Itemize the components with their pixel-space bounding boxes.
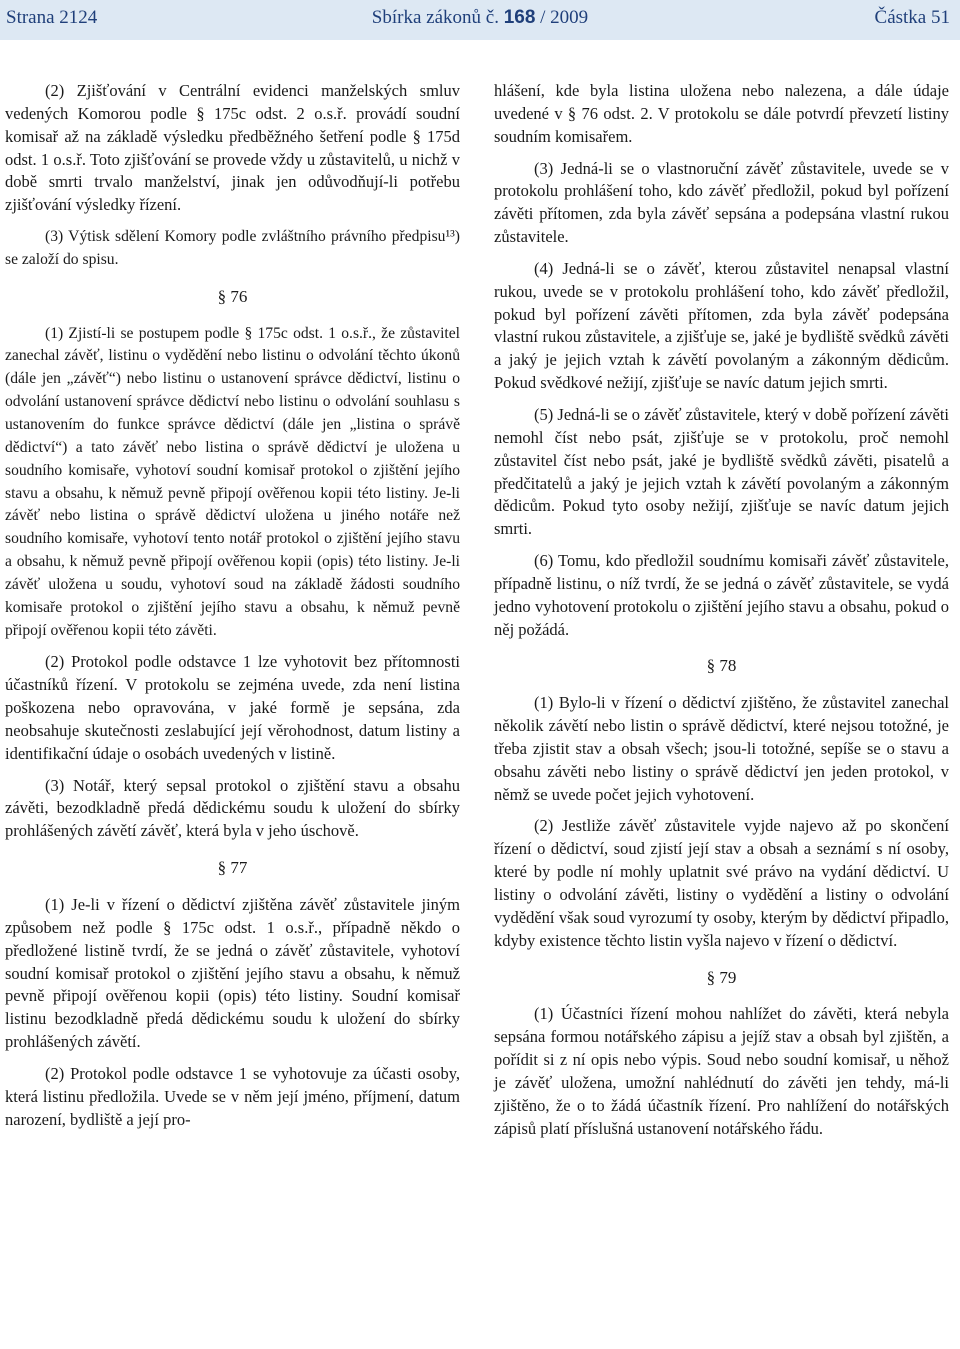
paragraph: (1) Je-li v řízení o dědictví zjištěna závěť zůstavitele jiným způsobem než podle § 175c odst. 1 o.s.ř., případně někdo o předložené listině tvrdí, že se jedná o závěť zůstavitele, vyhotoví soudní komisař protokol o zjištění jejího stavu a obsahu, k němuž pevně připojí ověřenou kopii (opis) této listiny. Soudní komisař listinu bezodkladně předá dědickému soudu k uložení do sbírky prohlášených závětí.	[5, 895, 460, 1052]
paragraph: (1) Zjistí-li se postupem podle § 175c odst. 1 o.s.ř., že zůstavitel zanechal závěť, listinu o vydědění nebo listinu o odvolání těchto úkonů (dále jen „závěť“) nebo listinu o ustanovení správce dědictví, listinu o odvolání ustanovení správce dědictví nebo listinu o odvolání souhlasu s ustanovením do funkce správce dědictví (dále jen „listina o správě dědictví“) a tato závěť nebo listina o správě dědictví je uložena u soudního komisaře, vyhotoví soudní komisař protokol o zjištění jejího stavu a obsahu, k němuž pevně připojí ověřenou kopii této listiny. Je-li závěť nebo listina o správě dědictví uložena u jiného notáře než soudního komisaře, vyhotoví tento notář protokol o zjištění jejího stavu a obsahu, k němuž pevně připojí ověřenou kopii (opis) této listiny. Je-li závěť uložena u soudu, vyhotoví soud na základě žádosti soudního komisaře protokol o zjištění jejího stavu a obsahu, k němuž pevně připojí ověřenou kopii této závěti.	[5, 324, 460, 639]
paragraph: (3) Výtisk sdělení Komory podle zvláštního právního předpisu¹³) se založí do spisu.	[5, 228, 460, 268]
collection-title-post: / 2009	[535, 7, 589, 28]
part-number: Částka 51	[874, 7, 950, 28]
paragraph: (6) Tomu, kdo předložil soudnímu komisaři závěť zůstavitele, případně listinu, o níž tvrdí, že se jedná o závěť zůstavitele, se vydá jedno vyhotovení protokolu o zjištění jejího stavu a obsahu, pokud o něj požádá.	[494, 551, 949, 639]
paragraph: (2) Zjišťování v Centrální evidenci manželských smluv vedených Komorou podle § 175c odst. 2 o.s.ř. provádí soudní komisař až na základě výsledku předběžného šetření podle § 175d odst. 1 o.s.ř. Toto zjišťování se provede vždy u zůstavitelů, u nichž v době smrti trvalo manželství, jinak jen odůvodňují-li potřebu zjišťování výsledky řízení.	[5, 81, 460, 215]
paragraph: (1) Bylo-li v řízení o dědictví zjištěno, že zůstavitel zanechal několik závětí nebo listin o správě dědictví, které nejsou totožné, je třeba zjistit stav a obsah všech; jsou-li totožné, sepíše se o stavu a obsahu závěti nebo listiny o správě dědictví jen jeden protokol, v němž se uvede počet jejich vyhotovení.	[494, 693, 949, 804]
page-header	[0, 0, 960, 40]
left-column	[5, 80, 460, 1140]
paragraph: (2) Protokol podle odstavce 1 lze vyhotovit bez přítomnosti účastníků řízení. V protokolu se zejména uvede, zda není listina poškozena nebo opravována, v jaké formě je sepsána, zda neobsahuje skutečnosti zeslabující její věrohodnost, datum listiny a identifikační údaje o osobách uvedených v listině.	[5, 652, 460, 763]
paragraph: (3) Notář, který sepsal protokol o zjištění stavu a obsahu závěti, bezodkladně předá dědickému soudu k uložení do sbírky prohlášených závětí závěť, která byla v jeho úschově.	[5, 775, 460, 841]
paragraph: hlášení, kde byla listina uložena nebo nalezena, a dále údaje uvedené v § 76 odst. 2. V protokolu se dále potvrdí převzetí listiny soudním komisařem.	[494, 81, 949, 146]
section-heading-77: § 77	[217, 858, 248, 878]
paragraph: (5) Jedná-li se o závěť zůstavitele, který v době pořízení závěti nemohl číst nebo psát, zjišťuje se v protokolu, proč nemohl zůstavitel číst nebo psát, jaké je bydliště svědků závěti, pisatelů a předčitatelů a jaký je jejich vztah k závětí povolaným a zákonným dědicům. Pokud tyto osoby nežijí, zjišťuje se navíc datum jejich smrti.	[494, 404, 949, 539]
collection-title	[0, 5, 960, 31]
section-heading-76: § 76	[217, 286, 248, 306]
page-number: Strana 2124	[6, 7, 98, 28]
collection-title-pre: Sbírka zákonů č.	[371, 7, 504, 28]
right-column	[494, 80, 949, 1149]
paragraph: (3) Jedná-li se o vlastnoruční závěť zůstavitele, uvede se v protokolu prohlášení toho, kdo závěť předložil, pokud byl pořízení závěti přítomen, zda byla závěť sepsána a podepsána vlastní rukou zůstavitele.	[494, 158, 949, 247]
paragraph: (4) Jedná-li se o závěť, kterou zůstavitel nenapsal vlastní rukou, uvede se v protokolu prohlášení toho, kdo závěť předložil, pokud byl pořízení závěti přítomen, zda byla závěť podepsána vlastní rukou zůstavitele, a zjišťuje se, jaké je bydliště svědků závěti a jaký je jejich vztah k závětí povolaným a zákonným dědicům. Pokud svědkové nežijí, zjišťuje se navíc datum jejich smrti.	[494, 258, 949, 393]
paragraph: (2) Jestliže závěť zůstavitele vyjde najevo až po skončení řízení o dědictví, soud zjistí její stav a obsah a seznámí s ní osoby, které by podle ní mohly uplatnit své právo na vydání dědictví. U listiny o odvolání závěti, listiny o vydědění a listiny o odvolání vydědění však soud vyrozumí ty osoby, kterým by dědictví připadlo, kdyby existence těchto listin vyšla najevo v řízení o dědictví.	[494, 816, 949, 950]
paragraph: (2) Protokol podle odstavce 1 se vyhotovuje za účasti osoby, která listinu předložila. Uvede se v něm její jméno, příjmení, datum narození, bydliště a její pro-	[5, 1063, 460, 1129]
paragraph: (1) Účastníci řízení mohou nahlížet do závěti, která nebyla sepsána formou notářského zápisu a jejíž stav a obsah byl zjištěn, a pořídit si z ní opis nebo výpis. Soud nebo soudní komisař, u něhož je závěť uložena, umožní nahlédnutí do závěti jen tehdy, má-li zjištěno, že o to žádá účastník řízení. Pro nahlížení do notářských zápisů platí příslušná ustanovení notářského řádu.	[494, 1004, 949, 1138]
collection-number: 168	[503, 7, 536, 28]
section-heading-78: § 78	[706, 656, 737, 676]
section-heading-79: § 79	[706, 967, 737, 987]
